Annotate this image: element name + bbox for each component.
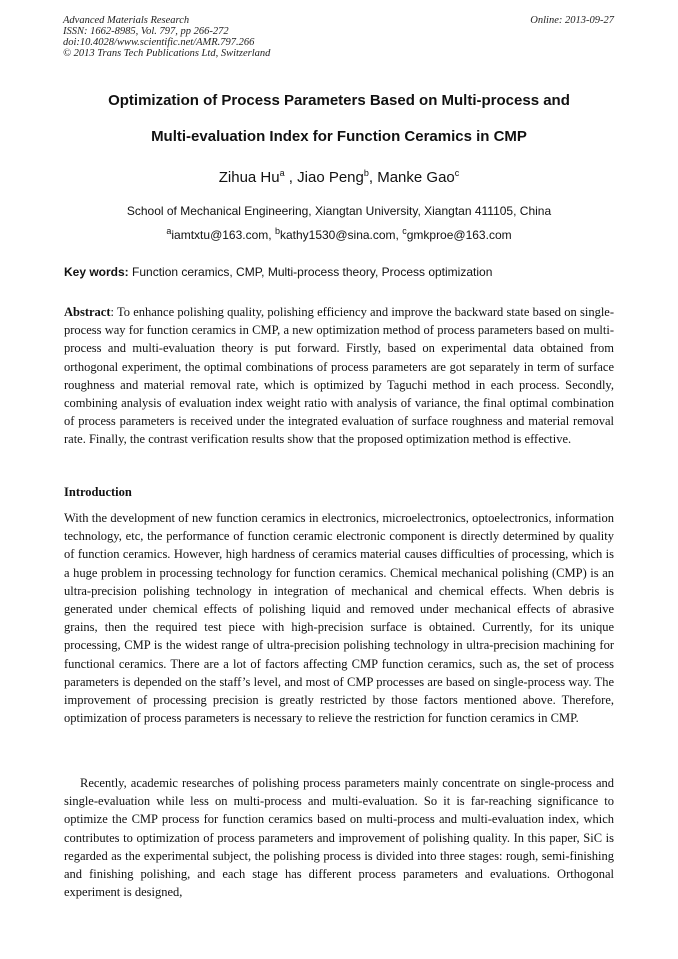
email-address[interactable]: kathy1530@sina.com: [279, 228, 396, 242]
online-date: Online: 2013-09-27: [530, 15, 614, 26]
email-mark: b: [274, 226, 280, 236]
email-mark: c: [402, 226, 407, 236]
journal-header: [63, 15, 270, 59]
email-mark: a: [166, 226, 172, 236]
author-list: [40, 169, 638, 186]
email-address[interactable]: iamtxtu@163.com: [171, 228, 269, 242]
journal-name: Advanced Materials Research: [63, 15, 190, 26]
email-separator: ,: [395, 228, 403, 242]
author-name: Jiao Peng: [297, 169, 364, 186]
email-address[interactable]: gmkproe@163.com: [406, 228, 512, 242]
email-separator: ,: [268, 228, 275, 242]
keywords-label: Key words:: [64, 265, 129, 279]
author-affil-mark: c: [454, 168, 460, 178]
section-heading-introduction: Introduction: [64, 485, 132, 499]
copyright-line: © 2013 Trans Tech Publications Ltd, Switzerland: [63, 48, 271, 59]
author-separator: ,: [368, 169, 378, 186]
keywords-text: Function ceramics, CMP, Multi-process theory, Process optimization: [128, 265, 493, 279]
intro-paragraph-1: With the development of new function ceramics in electronics, microelectronics, optoelectronics, information technology, etc, the performance of function ceramic electronic component is directly determined by quality of function ceramics. However, high hardness of ceramics material causes difficulties of processing, which is a huge problem in processing technology for function ceramics. Chemical mechanical polishing (CMP) is an ultra-precision polishing technology in integration of mechanical and chemical effects. When debris is generated under chemical effects of polishing liquid and removed under mechanical effects of abrasive grains, then the required test piece with high-precision surface is obtained. Currently, for its unique processing, CMP is the widest range of ultra-precision polishing technology in ultra-precision machining for functional ceramics. There are a lot of factors affecting CMP function ceramics, such as, the set of process parameters is depended on the staff’s level, and most of CMP processes are based on single-process way. The improvement of processing precision is greatly restricted by those factors mentioned above. Therefore, optimization of process parameters is necessary to relieve the restriction for function ceramics in CMP.: [64, 511, 614, 726]
keywords: [64, 265, 614, 279]
abstract-label: Abstract: [64, 305, 111, 319]
intro-paragraph-2: Recently, academic researches of polishing process parameters mainly concentrate on single-process and single-evaluation while less on multi-process and multi-evaluation. So it is far-reaching significance to optimize the CMP process for function ceramics based on multi-process and multi-evaluation index, which contributes to optimization of process parameters and improvement of polishing quality. In this paper, SiC is regarded as the experimental subject, the polishing process is divided into three stages: rough, semi-finishing and finishing polishing, and each stage has different process parameters and evaluations. Orthogonal experiment is designed,: [64, 776, 614, 900]
author-affil-mark: b: [363, 168, 369, 178]
author-name: Manke Gao: [377, 169, 455, 186]
email-list: [40, 228, 638, 242]
doi-line: doi:10.4028/www.scientific.net/AMR.797.266: [63, 37, 255, 48]
abstract-text: : To enhance polishing quality, polishing efficiency and improve the backward state based on single-process way for function ceramics in CMP, a new optimization method of process parameters based on multi-process and multi-evaluation theory is put forward. Firstly, based on experimental data obtained from orthogonal experiment, the optimal combinations of process parameters are got separately in term of surface roughness and material removal rate, which is optimized by Taguchi method in each process. Secondly, combining analysis of evaluation index weight ratio with analysis of variance, the final optimal combination of process parameters is received under the integrated evaluation of surface roughness and material removal rate. Finally, the contrast verification results show that the proposed optimization method is effective.: [64, 305, 614, 447]
affiliation: School of Mechanical Engineering, Xiangtan University, Xiangtan 411105, China: [126, 204, 552, 218]
author-affil-mark: a: [279, 168, 285, 178]
author-name: Zihua Hu: [218, 169, 280, 186]
issn-line: ISSN: 1662-8985, Vol. 797, pp 266-272: [63, 26, 229, 37]
paper-title-line-2: Multi-evaluation Index for Function Ceramics in CMP: [151, 128, 527, 145]
abstract: [64, 303, 614, 449]
author-separator: ,: [284, 169, 298, 186]
paper-title-line-1: Optimization of Process Parameters Based on Multi-process and: [108, 92, 570, 109]
